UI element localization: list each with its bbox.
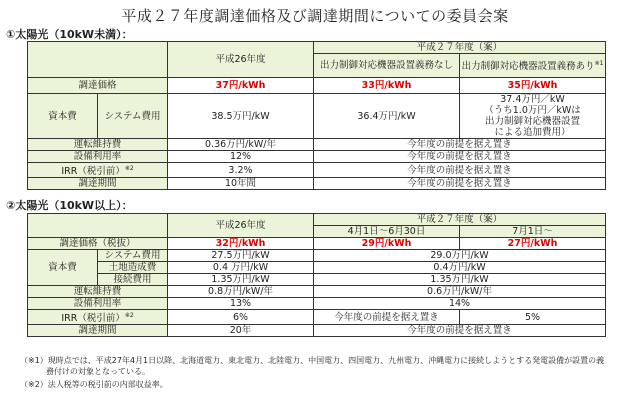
capex-label: 資本費 [28,250,98,286]
land-cost-fy27: 0.4万円/kW [314,262,606,274]
price-label: 調達価格（税抜） [28,238,168,250]
table-10kw-over [27,213,606,337]
system-cost-fy27-no-device: 36.4万円/kW [314,94,460,139]
page-title: 平成２７年度調達価格及び調達期間についての委員会案 [121,7,509,25]
grid-cost-fy26: 1.35万円/kW [168,274,314,286]
utilization-fy26: 12% [168,151,314,163]
system-cost-fy27: 29.0万円/kW [314,250,606,262]
system-cost-line: 出力制御対応機器設置 [485,116,581,127]
header-blank [28,42,168,78]
header-fy26: 平成26年度 [168,214,314,238]
om-fy27: 0.6万円/kW/年 [314,286,606,298]
land-cost-label: 土地造成費 [98,262,168,274]
grid-cost-fy27: 1.35万円/kW [314,274,606,286]
footnote-2: （※2）法人税等の税引前の内部収益率。 [20,380,168,389]
irr-fy27-jul-on: 5% [460,310,606,325]
system-cost-line: による追加費用） [494,127,571,138]
system-cost-line: （うち1.0万円／kWは [484,105,581,116]
header-fy26: 平成26年度 [168,42,314,78]
header-no-device: 出力制御対応機器設置義務なし [314,54,460,78]
footnote-1-line: （※1）現時点では、平成27年4月1日以降、北海道電力、東北電力、北陸電力、中国電力、四国電力、九州電力、沖縄電力に接続しようとする発電設備が設置の義 [20,356,605,365]
irr-label: IRR（税引前）$^{※2}$ [28,163,168,178]
system-cost-fy26: 27.5万円/kW [168,250,314,262]
irr-fy26: 3.2% [168,163,314,178]
price-fy27-with-device: 35円/kWh [460,78,606,94]
om-fy27: 今年度の前提を据え置き [314,139,606,151]
period-fy27: 今年度の前提を据え置き [314,325,606,337]
header-with-device: 出力制御対応機器設置義務あり$^{※1}$ [460,54,606,78]
system-cost-label: システム費用 [98,250,168,262]
table-10kw-under [27,41,606,190]
utilization-fy27: 今年度の前提を据え置き [314,151,606,163]
price-fy27-no-device: 33円/kWh [314,78,460,94]
header-fy27-group: 平成２７年度（案） [314,214,606,226]
grid-cost-label: 接続費用 [98,274,168,286]
header-apr-jun: 4月1日～6月30日 [314,226,460,238]
note2-ref: ※2 [124,312,134,319]
capex-label: 資本費 [28,94,98,139]
price-fy26: 37円/kWh [168,78,314,94]
utilization-label: 設備利用率 [28,151,168,163]
om-label: 運転維持費 [28,286,168,298]
period-fy27: 今年度の前提を据え置き [314,178,606,190]
land-cost-fy26: 0.4 万円/kW [168,262,314,274]
period-label: 調達期間 [28,325,168,337]
price-label: 調達価格 [28,78,168,94]
irr-fy27-apr-jun: 今年度の前提を据え置き [314,310,460,325]
price-fy27-jul-on: 27円/kWh [460,238,606,250]
header-blank [28,214,168,238]
price-fy27-apr-jun: 29円/kWh [314,238,460,250]
period-label: 調達期間 [28,178,168,190]
footnote-1-line: 務付けの対象となっている。 [46,367,150,376]
om-fy26: 0.8万円/kW/年 [168,286,314,298]
section2-heading: ②太陽光（10kW以上）： [6,199,133,212]
system-cost-fy27-with-device [460,94,606,139]
irr-fy26: 6% [168,310,314,325]
system-cost-label: システム費用 [98,94,168,139]
system-cost-line: 37.4万円／kW [500,94,565,105]
utilization-fy27: 14% [314,298,606,310]
note2-ref: ※2 [124,165,134,172]
irr-fy27: 今年度の前提を据え置き [314,163,606,178]
header-jul-on: 7月1日～ [460,226,606,238]
utilization-fy26: 13% [168,298,314,310]
footnote-1 [20,355,604,377]
period-fy26: 10年間 [168,178,314,190]
irr-label: IRR（税引前）$^{※2}$ [28,310,168,325]
om-fy26: 0.36万円/kW/年 [168,139,314,151]
system-cost-fy26: 38.5万円/kW [168,94,314,139]
utilization-label: 設備利用率 [28,298,168,310]
section1-heading: ①太陽光（10kW未満）： [6,28,133,41]
header-fy27-group: 平成２７年度（案） [314,42,606,54]
note1-ref: ※1 [594,60,604,68]
price-fy26: 32円/kWh [168,238,314,250]
om-label: 運転維持費 [28,139,168,151]
period-fy26: 20年 [168,325,314,337]
